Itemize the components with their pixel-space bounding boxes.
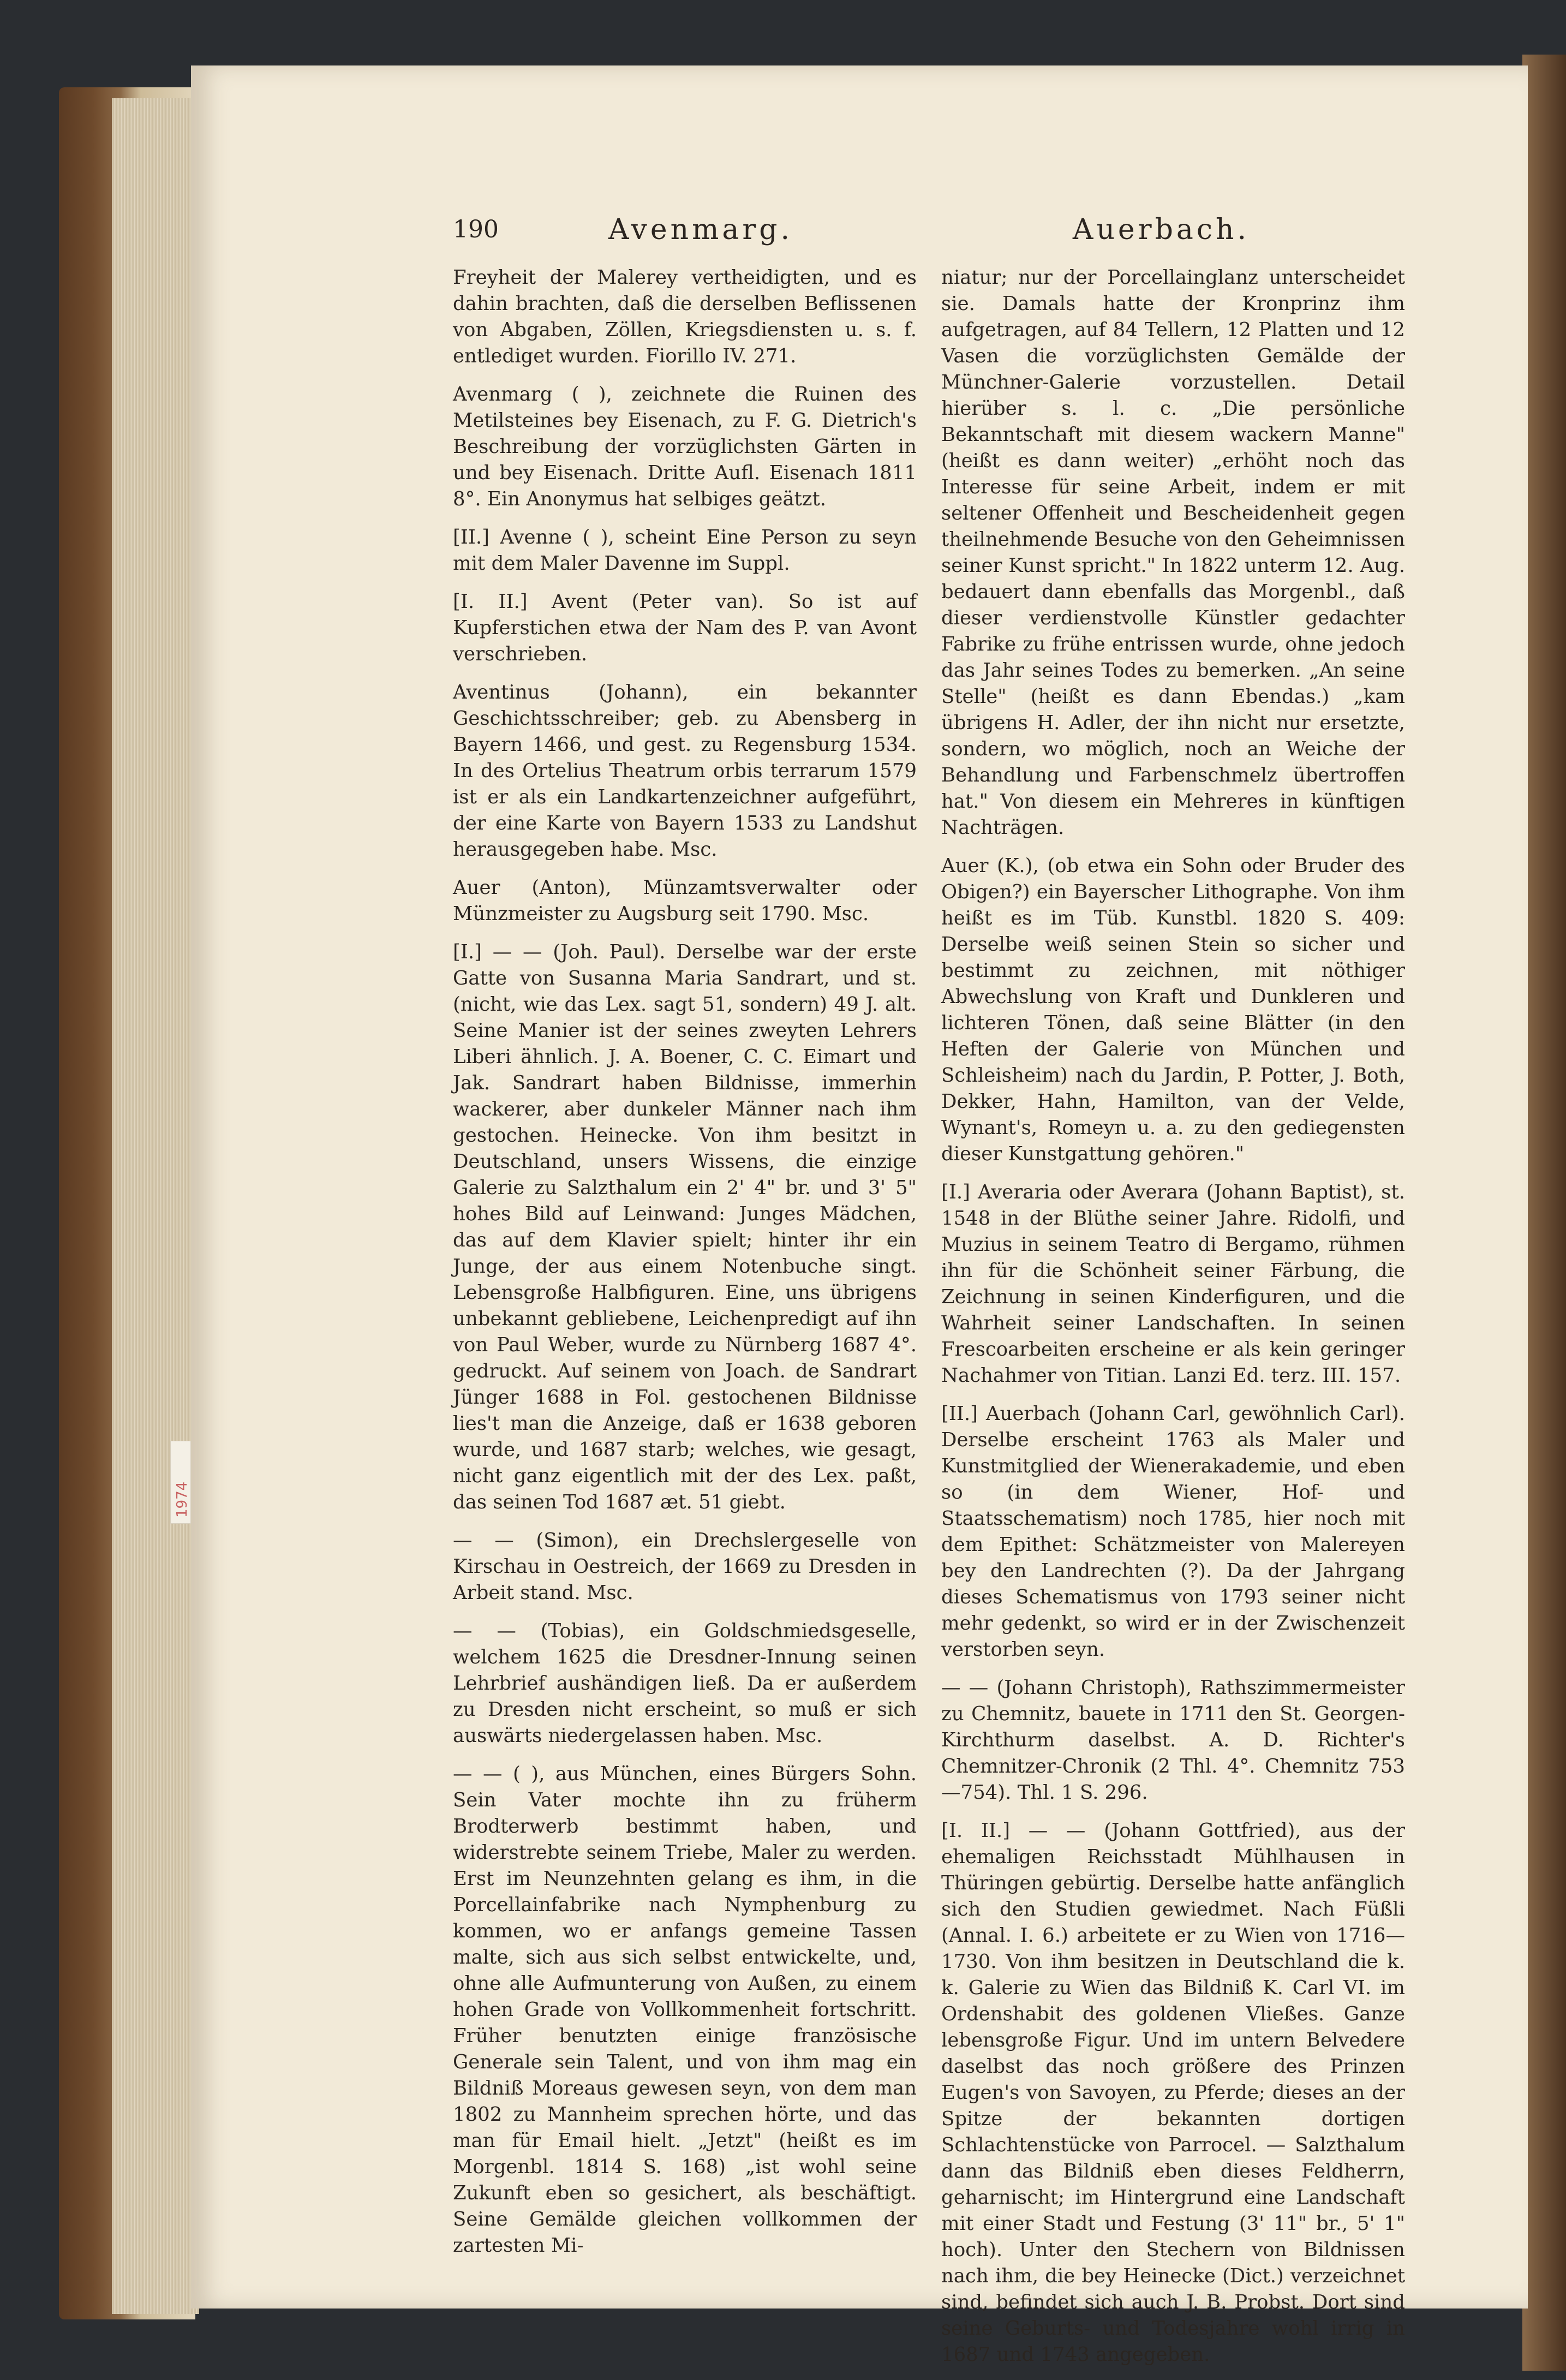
entry: Aventinus (Johann), ein bekannter Geschichtsschreiber; geb. zu Abensberg in Bayern 1466, und gest. zu Regensburg 1534. In des Ortelius Theatrum orbis terrarum 1579 ist er als ein Landkartenzeichner aufgeführt, der eine Karte von Bayern 1533 zu Landshut herausgegeben habe. Msc. — [453, 681, 917, 861]
entry: [II.] Auerbach (Johann Carl, gewöhnlich Carl). Derselbe erscheint 1763 als Maler und Kunstmitglied der Wienerakademie, und eben so (in dem Wiener, Hof- und Staatsschematism) noch 1785, hier noch mit dem Epithet: Schätzmeister von Malereyen bey den Landrechten (?). Da der Jahrgang dieses Schematismus von 1793 seiner nicht mehr gedenkt, so wird er in der Zwischenzeit verstorben seyn. — [941, 1403, 1405, 1661]
entry: niatur; nur der Porcellainglanz unterscheidet sie. Damals hatte der Kronprinz ihm aufgetragen, auf 84 Tellern, 12 Platten und 12 Vasen die vorzüglichsten Gemälde der Münchner-Galerie vorzustellen. Detail hierüber s. l. c. „Die persönliche Bekanntschaft mit diesem wackern Manne" (heißt es dann weiter) „erhöht noch das Interesse für seine Arbeit, indem er mit seltener Offenheit und Bescheidenheit gegen theilnehmende Besuche von den Geheimnissen seiner Kunst spricht." In 1822 unterm 12. Aug. bedauert dann ebenfalls das Morgenbl., daß dieser verdienstvolle Künstler gedachter Fabrike zu frühe entrissen wurde, ohne jedoch das Jahr seines Todes zu bemerken. „An seine Stelle" (heißt es dann Ebendas.) „kam übrigens H. Adler, der ihn nicht nur ersetzte, sondern, wo möglich, noch an Weiche der Behandlung und Farbenschmelz übertroffen hat." Von diesem ein Mehreres in künftigen Nachträgen. — [941, 266, 1405, 839]
page-number: 190 — [453, 216, 499, 243]
entry: [I.] — — (Joh. Paul). Derselbe war der erste Gatte von Susanna Maria Sandrart, und st. (nicht, wie das Lex. sagt 51, sondern) 49 J. alt. Seine Manier ist der seines zweyten Lehrers Liberi ähnlich. J. A. Boener, C. C. Eimart und Jak. Sandrart haben Bildnisse, immerhin wackerer, aber dunkeler Männer nach ihm gestochen. Heinecke. Von ihm besitzt in Deutschland, unsers Wissens, die einzige Galerie zu Salzthalum ein 2' 4" br. und 3' 5" hohes Bild auf Leinwand: Junges Mädchen, das auf dem Klavier spielt; hinter ihr ein Junge, der aus einem Notenbuche singt. Lebensgroße Halbfiguren. Eine, uns übrigens unbekannt gebliebene, Leichenpredigt auf ihn von Paul Weber, wurde zu Nürnberg 1687 4°. gedruckt. Auf seinem von Joach. de Sandrart Jünger 1688 in Fol. gestochenen Bildnisse lies't man die Anzeige, daß er 1638 geboren wurde, und 1687 starb; welches, wie gesagt, nicht ganz eigentlich mit der des Lex. paßt, das seinen Tod 1687 æt. 51 giebt. — [453, 941, 917, 1513]
entry: — — (Tobias), ein Goldschmiedsgeselle, welchem 1625 die Dresdner-Innung seinen Lehrbrief aushändigen ließ. Da er außerdem zu Dresden nicht erscheint, so muß er sich auswärts niedergelassen haben. Msc. — [453, 1620, 917, 1747]
left-column — [453, 265, 917, 2271]
entry: Auer (K.), (ob etwa ein Sohn oder Bruder des Obigen?) ein Bayerscher Lithographe. Von ihm heißt es im Tüb. Kunstbl. 1820 S. 409: Derselbe weiß seinen Stein so sicher und bestimmt zu zeichnen, mit nöthiger Abwechslung von Kraft und Dunkleren und lichteren Tönen, daß seine Blätter (in den Heften der Galerie von München und Schleisheim) nach du Jardin, P. Potter, J. Both, Dekker, Hahn, Hamilton, van der Velde, Wynant's, Romeyn u. a. zu den gediegensten dieser Kunstgattung gehören." — [941, 855, 1405, 1165]
library-label-text: 1974 — [174, 1481, 190, 1518]
running-head — [453, 213, 1250, 254]
entry: [II.] Avenne ( ), scheint Eine Person zu seyn mit dem Maler Davenne im Suppl. — [453, 526, 917, 575]
entry: Auer (Anton), Münzamtsverwalter oder Münzmeister zu Augsburg seit 1790. Msc. — [453, 876, 917, 925]
head-left: Avenmarg. — [608, 213, 793, 246]
entry: — — (Johann Christoph), Rathszimmermeister zu Chemnitz, bauete in 1711 den St. Georgen-Kirchthurm daselbst. A. D. Richter's Chemnitzer-Chronik (2 Thl. 4°. Chemnitz 753—754). Thl. 1 S. 296. — [941, 1677, 1405, 1804]
right-column — [941, 265, 1405, 2380]
entry: [I. II.] — — (Johann Gottfried), aus der ehemaligen Reichsstadt Mühlhausen in Thüringen gebürtig. Derselbe hatte anfänglich sich den Studien gewiedmet. Nach Füßli (Annal. I. 6.) arbeitete er zu Wien von 1716—1730. Von ihm besitzen in Deutschland die k. k. Galerie zu Wien das Bildniß K. Carl VI. im Ordenshabit des goldenen Vließes. Ganze lebensgroße Figur. Und im untern Belvedere daselbst das noch größere des Prinzen Eugen's von Savoyen, zu Pferde; dieses an der Spitze der bekannten dortigen Schlachtenstücke von Parrocel. — Salzthalum dann das Bildniß eben dieses Feldherrn, geharnischt; im Hintergrund eine Landschaft mit einer Stadt und Festung (3' 11" br., 5' 1" hoch). Unter den Stechern von Bildnissen nach ihm, die bey Heinecke (Dict.) verzeichnet sind, befindet sich auch J. B. Probst. Dort sind seine Geburts- und Todesjahre wohl irrig in 1687 und 1743 angegeben. — [941, 1820, 1405, 2366]
entry: Freyheit der Malerey vertheidigten, und es dahin brachten, daß die derselben Beflissenen von Abgaben, Zöllen, Kriegsdiensten u. s. f. entlediget wurden. Fiorillo IV. 271. — [453, 266, 917, 367]
entry: — — (Simon), ein Drechslergeselle von Kirschau in Oestreich, der 1669 zu Dresden in Arbeit stand. Msc. — [453, 1529, 917, 1604]
entry: [I.] Averaria oder Averara (Johann Baptist), st. 1548 in der Blüthe seiner Jahre. Ridolfi, und Muzius in seinem Teatro di Bergamo, rühmen ihn für die Schönheit seiner Färbung, die Zeichnung in seinen Kinderfiguren, und die Wahrheit seiner Landschaften. In seinen Frescoarbeiten erscheine er als kein geringer Nachahmer von Titian. Lanzi Ed. terz. III. 157. — [941, 1181, 1405, 1387]
entry: — — ( ), aus München, eines Bürgers Sohn. Sein Vater mochte ihn zu früherm Brodterwerb bestimmt haben, und widerstrebte seinem Triebe, Maler zu werden. Erst im Neunzehnten gelang es ihm, in die Porcellainfabrike nach Nymphenburg zu kommen, wo er anfangs gemeine Tassen malte, sich aus sich selbst entwickelte, und, ohne alle Aufmunterung von Außen, zu einem hohen Grade von Vollkommenheit fortschritt. Früher benutzten einige französische Generale sein Talent, und von ihm mag ein Bildniß Moreaus gewesen seyn, von dem man 1802 zu Mannheim sprechen hörte, und das man für Email hielt. „Jetzt" (heißt es im Morgenbl. 1814 S. 168) „ist wohl seine Zukunft eben so gesichert, als beschäftigt. Seine Gemälde gleichen vollkommen der zartesten Mi- — [453, 1763, 917, 2257]
entry: [I. II.] Avent (Peter van). So ist auf Kupferstichen etwa der Nam des P. van Avont verschrieben. — [453, 590, 917, 665]
head-right: Auerbach. — [1072, 213, 1250, 246]
library-label — [170, 1441, 191, 1524]
right-cover-edge — [1522, 55, 1566, 2371]
page-stack-edge — [112, 98, 199, 2314]
entry: Avenmarg ( ), zeichnete die Ruinen des Metilsteines bey Eisenach, zu F. G. Dietrich's Beschreibung der vorzüglichsten Gärten in und bey Eisenach. Dritte Aufl. Eisenach 1811 8°. Ein Anonymus hat selbiges geätzt. — [453, 383, 917, 510]
